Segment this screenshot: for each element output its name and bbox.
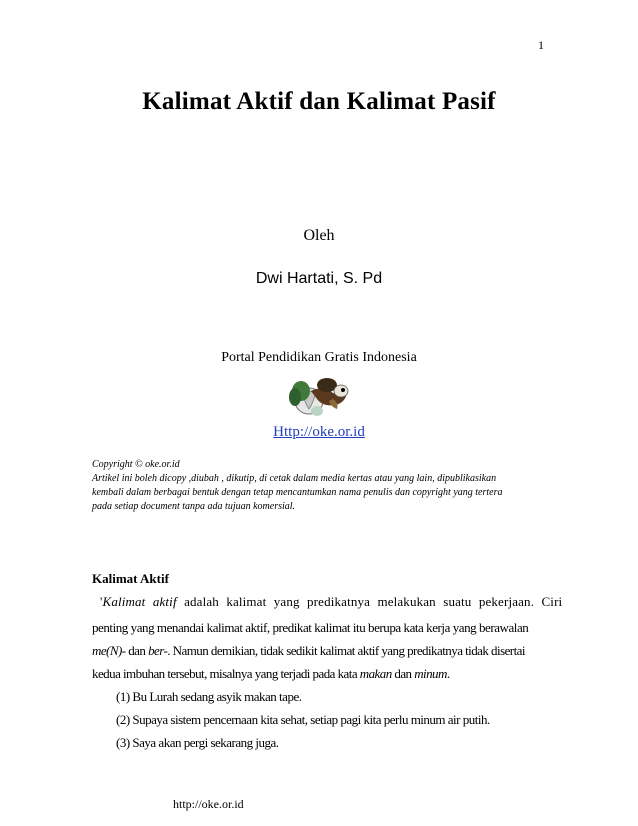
site-link[interactable]: Http://oke.or.id [273,424,365,440]
copyright-line: Copyright © oke.or.id [92,459,180,470]
italic-term: minum [414,666,447,681]
portal-logo-icon [281,369,357,425]
portal-name: Portal Pendidikan Gratis Indonesia [221,350,417,365]
paragraph-line: penting yang menandai kalimat aktif, predikat kalimat itu berupa kata kerja yang berawalan [92,620,529,635]
example-sentence: (2) Supaya sistem pencernaan kita sehat, setiap pagi kita perlu minum air putih. [116,712,490,727]
paragraph-line [92,666,544,682]
paragraph-line [92,643,544,659]
section-heading: Kalimat Aktif [92,571,169,586]
copyright-line: kembali dalam berbagai bentuk dengan tetap mencantumkan nama penulis dan copyright yang tertera [92,487,503,498]
paragraph-line [92,594,563,610]
text-span: dan [391,666,415,681]
text-span: . [446,666,450,681]
italic-term: ber- [148,643,168,658]
copyright-notice [92,458,552,514]
footer-link[interactable]: http://oke.or.id [173,797,244,811]
example-sentence: (3) Saya akan pergi sekarang juga. [116,735,279,750]
byline-label: Oleh [303,227,335,244]
italic-term: Kalimat aktif [102,594,177,609]
copyright-line: Artikel ini boleh dicopy ,diubah , dikutip, di cetak dalam media kertas atau yang lain, dipublikasikan [92,473,497,484]
page-number: 1 [538,38,544,52]
italic-term: makan [359,666,392,681]
document-title: Kalimat Aktif dan Kalimat Pasif [142,88,496,115]
text-span: . Namun demikian, tidak sedikit kalimat aktif yang predikatnya tidak disertai [167,643,525,658]
italic-term: me(N)- [92,643,126,658]
text-span: ' [100,594,103,609]
text-span: adalah kalimat yang predikatnya melakukan suatu pekerjaan. Ciri [176,594,563,609]
text-span: kedua imbuhan tersebut, misalnya yang terjadi pada kata [92,666,360,681]
example-sentence: (1) Bu Lurah sedang asyik makan tape. [116,689,302,704]
copyright-line: pada setiap document tanpa ada tujuan komersial. [92,501,296,512]
author-name: Dwi Hartati, S. Pd [255,270,383,287]
text-span: dan [125,643,149,658]
